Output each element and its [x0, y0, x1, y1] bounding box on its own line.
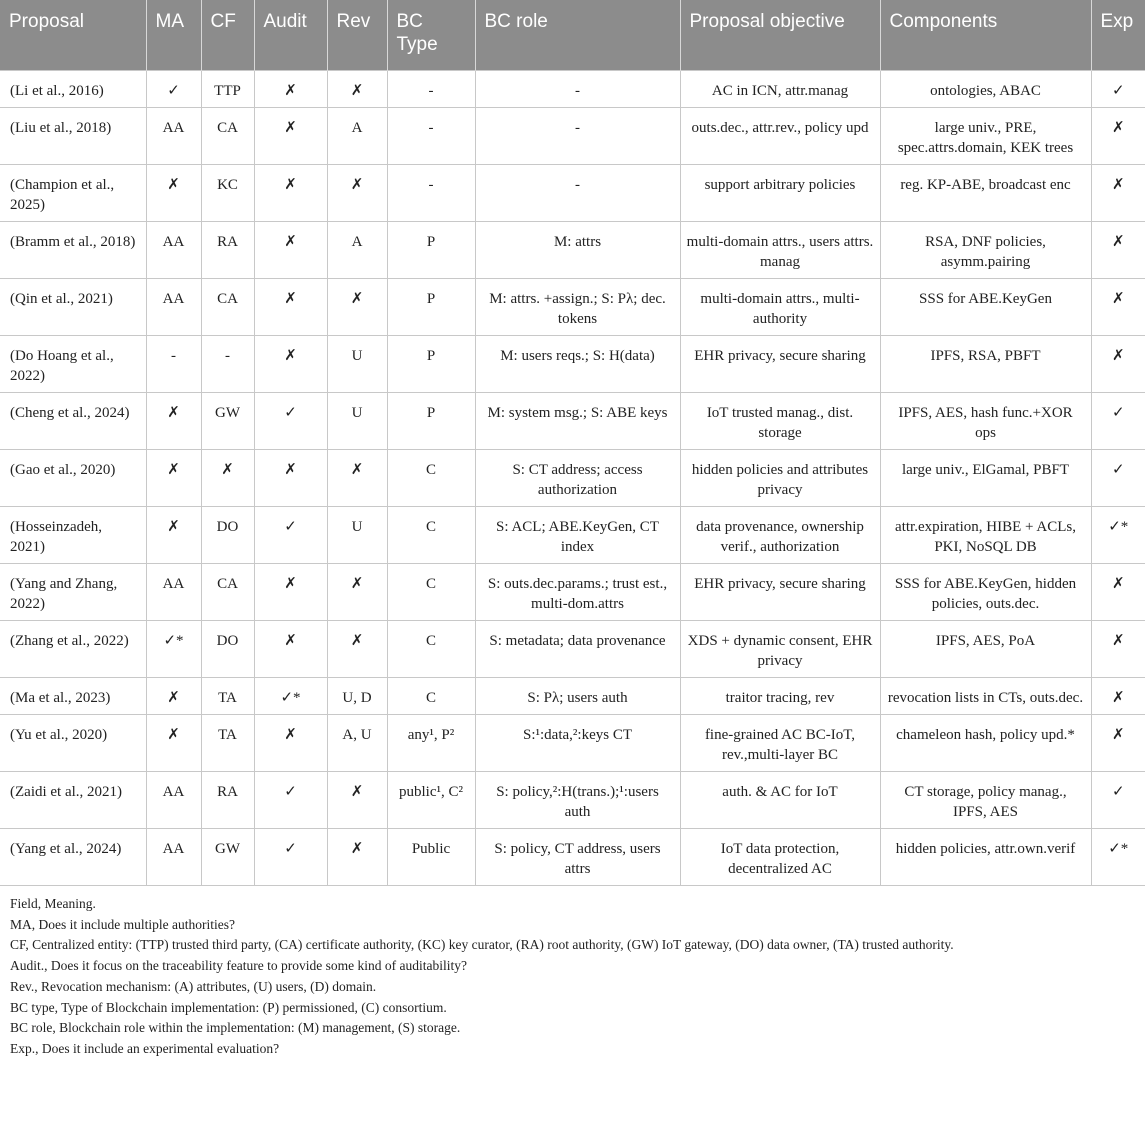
cell-bc-type: P: [387, 393, 475, 450]
cell-proposal: (Do Hoang et al., 2022): [0, 336, 146, 393]
header-proposal: Proposal: [0, 0, 146, 71]
cell-objective: XDS + dynamic consent, EHR privacy: [680, 621, 880, 678]
cell-exp: ✓: [1091, 393, 1145, 450]
table-row: [0, 829, 1145, 886]
cell-cf: CA: [201, 108, 254, 165]
cell-audit: ✓*: [254, 678, 327, 715]
footnote-line: MA, Does it include multiple authorities?: [10, 916, 235, 932]
table-row: [0, 165, 1145, 222]
cell-proposal: (Ma et al., 2023): [0, 678, 146, 715]
cell-bc-type: C: [387, 678, 475, 715]
cell-cf: TTP: [201, 71, 254, 108]
cell-bc-role: -: [475, 71, 680, 108]
cell-proposal: (Yu et al., 2020): [0, 715, 146, 772]
cell-bc-role: S: Pλ; users auth: [475, 678, 680, 715]
table-footnotes: [0, 886, 1145, 1060]
cell-audit: ✗: [254, 222, 327, 279]
cell-ma: ✗: [146, 165, 201, 222]
cell-cf: GW: [201, 829, 254, 886]
header-rev: Rev: [327, 0, 387, 71]
cell-cf: RA: [201, 772, 254, 829]
cell-audit: ✓: [254, 772, 327, 829]
cell-audit: ✗: [254, 279, 327, 336]
header-ma: MA: [146, 0, 201, 71]
cell-components: chameleon hash, policy upd.*: [880, 715, 1091, 772]
cell-audit: ✗: [254, 108, 327, 165]
cell-rev: U: [327, 393, 387, 450]
cell-objective: outs.dec., attr.rev., policy upd: [680, 108, 880, 165]
cell-objective: traitor tracing, rev: [680, 678, 880, 715]
cell-ma: AA: [146, 279, 201, 336]
cell-components: attr.expiration, HIBE + ACLs, PKI, NoSQL DB: [880, 507, 1091, 564]
cell-audit: ✗: [254, 621, 327, 678]
cell-bc-type: Public: [387, 829, 475, 886]
cell-objective: hidden policies and attributes privacy: [680, 450, 880, 507]
cell-bc-type: P: [387, 222, 475, 279]
cell-ma: ✗: [146, 450, 201, 507]
cell-cf: DO: [201, 507, 254, 564]
cell-bc-type: P: [387, 336, 475, 393]
cell-components: SSS for ABE.KeyGen, hidden policies, outs.dec.: [880, 564, 1091, 621]
cell-rev: U: [327, 507, 387, 564]
cell-components: revocation lists in CTs, outs.dec.: [880, 678, 1091, 715]
cell-rev: ✗: [327, 564, 387, 621]
cell-bc-type: any¹, P²: [387, 715, 475, 772]
cell-bc-type: public¹, C²: [387, 772, 475, 829]
cell-rev: ✗: [327, 772, 387, 829]
cell-bc-type: C: [387, 450, 475, 507]
header-exp: Exp: [1091, 0, 1145, 71]
cell-cf: TA: [201, 715, 254, 772]
cell-rev: ✗: [327, 279, 387, 336]
cell-proposal: (Yang and Zhang, 2022): [0, 564, 146, 621]
cell-bc-role: M: system msg.; S: ABE keys: [475, 393, 680, 450]
footnote-line: BC role, Blockchain role within the implementation: (M) management, (S) storage.: [10, 1020, 461, 1036]
cell-objective: AC in ICN, attr.manag: [680, 71, 880, 108]
cell-audit: ✗: [254, 165, 327, 222]
cell-bc-role: S:¹:data,²:keys CT: [475, 715, 680, 772]
table-row: [0, 336, 1145, 393]
table-row: [0, 393, 1145, 450]
cell-bc-type: P: [387, 279, 475, 336]
cell-bc-role: S: CT address; access authorization: [475, 450, 680, 507]
table-row: [0, 222, 1145, 279]
cell-objective: IoT trusted manag., dist. storage: [680, 393, 880, 450]
cell-rev: ✗: [327, 165, 387, 222]
cell-audit: ✗: [254, 715, 327, 772]
cell-components: IPFS, AES, PoA: [880, 621, 1091, 678]
cell-exp: ✓: [1091, 71, 1145, 108]
cell-cf: KC: [201, 165, 254, 222]
header-bc-type: BC Type: [387, 0, 475, 71]
cell-proposal: (Zaidi et al., 2021): [0, 772, 146, 829]
cell-components: hidden policies, attr.own.verif: [880, 829, 1091, 886]
header-cf: CF: [201, 0, 254, 71]
cell-objective: multi-domain attrs., multi-authority: [680, 279, 880, 336]
cell-cf: RA: [201, 222, 254, 279]
cell-ma: ✗: [146, 507, 201, 564]
header-audit: Audit: [254, 0, 327, 71]
cell-objective: support arbitrary policies: [680, 165, 880, 222]
cell-audit: ✗: [254, 336, 327, 393]
cell-components: SSS for ABE.KeyGen: [880, 279, 1091, 336]
table-body: [0, 71, 1145, 886]
cell-proposal: (Qin et al., 2021): [0, 279, 146, 336]
cell-ma: ✗: [146, 678, 201, 715]
cell-bc-type: C: [387, 621, 475, 678]
table-row: [0, 678, 1145, 715]
cell-rev: A: [327, 108, 387, 165]
cell-proposal: (Champion et al., 2025): [0, 165, 146, 222]
cell-components: CT storage, policy manag., IPFS, AES: [880, 772, 1091, 829]
cell-proposal: (Li et al., 2016): [0, 71, 146, 108]
cell-audit: ✓: [254, 829, 327, 886]
cell-bc-role: -: [475, 108, 680, 165]
cell-objective: EHR privacy, secure sharing: [680, 336, 880, 393]
header-bc-role: BC role: [475, 0, 680, 71]
cell-ma: AA: [146, 564, 201, 621]
cell-bc-type: C: [387, 564, 475, 621]
footnote-line: CF, Centralized entity: (TTP) trusted third party, (CA) certificate authority, (KC) key curator, (RA) root authority, (GW) IoT gateway, (DO) data owner, (TA) trusted authority.: [10, 937, 954, 953]
cell-ma: AA: [146, 222, 201, 279]
header-row: [0, 0, 1145, 71]
cell-exp: ✗: [1091, 715, 1145, 772]
table-row: [0, 772, 1145, 829]
cell-rev: ✗: [327, 450, 387, 507]
cell-cf: DO: [201, 621, 254, 678]
cell-ma: ✗: [146, 715, 201, 772]
cell-proposal: (Zhang et al., 2022): [0, 621, 146, 678]
header-components: Components: [880, 0, 1091, 71]
cell-exp: ✗: [1091, 678, 1145, 715]
cell-proposal: (Cheng et al., 2024): [0, 393, 146, 450]
footnote-line: Audit., Does it focus on the traceability feature to provide some kind of auditability?: [10, 958, 468, 974]
cell-exp: ✗: [1091, 165, 1145, 222]
cell-rev: ✗: [327, 71, 387, 108]
cell-exp: ✓*: [1091, 507, 1145, 564]
cell-components: ontologies, ABAC: [880, 71, 1091, 108]
header-objective: Proposal objective: [680, 0, 880, 71]
cell-exp: ✗: [1091, 564, 1145, 621]
cell-components: large univ., ElGamal, PBFT: [880, 450, 1091, 507]
footnote-line: Exp., Does it include an experimental evaluation?: [10, 1040, 280, 1056]
cell-bc-role: M: attrs: [475, 222, 680, 279]
cell-bc-role: -: [475, 165, 680, 222]
cell-bc-role: S: outs.dec.params.; trust est., multi-dom.attrs: [475, 564, 680, 621]
cell-ma: AA: [146, 772, 201, 829]
cell-cf: GW: [201, 393, 254, 450]
cell-bc-type: -: [387, 108, 475, 165]
cell-exp: ✗: [1091, 108, 1145, 165]
cell-exp: ✗: [1091, 279, 1145, 336]
table-row: [0, 71, 1145, 108]
cell-objective: multi-domain attrs., users attrs. manag: [680, 222, 880, 279]
cell-ma: ✓*: [146, 621, 201, 678]
cell-cf: TA: [201, 678, 254, 715]
cell-ma: -: [146, 336, 201, 393]
cell-cf: CA: [201, 564, 254, 621]
cell-ma: ✗: [146, 393, 201, 450]
cell-proposal: (Hosseinzadeh, 2021): [0, 507, 146, 564]
footnote-line: Field, Meaning.: [10, 896, 96, 911]
table-row: [0, 621, 1145, 678]
cell-exp: ✗: [1091, 336, 1145, 393]
cell-bc-type: C: [387, 507, 475, 564]
cell-exp: ✓: [1091, 772, 1145, 829]
cell-ma: AA: [146, 108, 201, 165]
cell-cf: -: [201, 336, 254, 393]
table-row: [0, 108, 1145, 165]
cell-proposal: (Yang et al., 2024): [0, 829, 146, 886]
cell-bc-type: -: [387, 165, 475, 222]
cell-bc-role: S: policy, CT address, users attrs: [475, 829, 680, 886]
cell-bc-role: M: users reqs.; S: H(data): [475, 336, 680, 393]
cell-components: IPFS, RSA, PBFT: [880, 336, 1091, 393]
footnote-line: Rev., Revocation mechanism: (A) attributes, (U) users, (D) domain.: [10, 978, 377, 994]
cell-exp: ✓: [1091, 450, 1145, 507]
cell-rev: ✗: [327, 621, 387, 678]
cell-rev: ✗: [327, 829, 387, 886]
cell-cf: ✗: [201, 450, 254, 507]
table-row: [0, 279, 1145, 336]
cell-exp: ✓*: [1091, 829, 1145, 886]
cell-bc-role: S: metadata; data provenance: [475, 621, 680, 678]
cell-bc-type: -: [387, 71, 475, 108]
cell-proposal: (Liu et al., 2018): [0, 108, 146, 165]
cell-objective: auth. & AC for IoT: [680, 772, 880, 829]
cell-rev: A, U: [327, 715, 387, 772]
cell-audit: ✗: [254, 450, 327, 507]
cell-audit: ✓: [254, 507, 327, 564]
cell-cf: CA: [201, 279, 254, 336]
cell-rev: U: [327, 336, 387, 393]
cell-audit: ✗: [254, 71, 327, 108]
cell-exp: ✗: [1091, 222, 1145, 279]
cell-components: reg. KP-ABE, broadcast enc: [880, 165, 1091, 222]
cell-rev: U, D: [327, 678, 387, 715]
cell-objective: fine-grained AC BC-IoT, rev.,multi-layer BC: [680, 715, 880, 772]
table-row: [0, 715, 1145, 772]
cell-proposal: (Gao et al., 2020): [0, 450, 146, 507]
cell-components: RSA, DNF policies, asymm.pairing: [880, 222, 1091, 279]
cell-rev: A: [327, 222, 387, 279]
table-row: [0, 564, 1145, 621]
cell-audit: ✓: [254, 393, 327, 450]
footnote-line: BC type, Type of Blockchain implementation: (P) permissioned, (C) consortium.: [10, 999, 447, 1015]
cell-bc-role: S: ACL; ABE.KeyGen, CT index: [475, 507, 680, 564]
cell-bc-role: S: policy,²:H(trans.);¹:users auth: [475, 772, 680, 829]
table-row: [0, 450, 1145, 507]
cell-proposal: (Bramm et al., 2018): [0, 222, 146, 279]
cell-objective: EHR privacy, secure sharing: [680, 564, 880, 621]
table-row: [0, 507, 1145, 564]
cell-components: IPFS, AES, hash func.+XOR ops: [880, 393, 1091, 450]
cell-components: large univ., PRE, spec.attrs.domain, KEK trees: [880, 108, 1091, 165]
cell-objective: data provenance, ownership verif., authorization: [680, 507, 880, 564]
cell-ma: AA: [146, 829, 201, 886]
cell-exp: ✗: [1091, 621, 1145, 678]
cell-audit: ✗: [254, 564, 327, 621]
cell-ma: ✓: [146, 71, 201, 108]
cell-objective: IoT data protection, decentralized AC: [680, 829, 880, 886]
cell-bc-role: M: attrs. +assign.; S: Pλ; dec. tokens: [475, 279, 680, 336]
